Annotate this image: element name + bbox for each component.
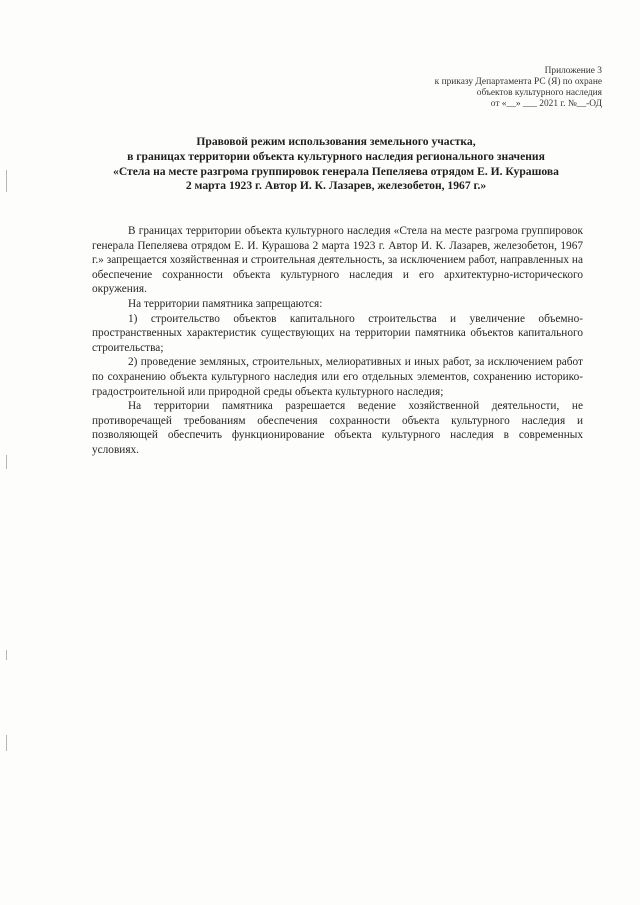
paragraph: В границах территории объекта культурного наследия «Стела на месте разгрома группировок генерала Пепеляева отрядом Е. И. Курашова 2 марта 1923 г. Автор И. К. Лазарев, железобетон, 1967 г.» запрещается хозяйственная и строительная деятельность, за исключением работ, направленных на обеспечение сохранности объекта культурного наследия и его архитектурно-исторического окружения. [92, 225, 583, 296]
title-line: «Стела на месте разгрома группировок генерала Пепеляева отрядом Е. И. Курашова [113, 164, 559, 178]
appendix-header [342, 66, 602, 110]
paragraph: 1) строительство объектов капитального строительства и увеличение объемно-пространственных характеристик существующих на территории памятника объектов капитального строительства; [92, 312, 583, 354]
paragraph: На территории памятника разрешается ведение хозяйственной деятельности, не противоречащей требованиям обеспечения сохранности объекта культурного наследия и позволяющей обеспечить функционирование объекта культурного наследия в современных условиях. [92, 400, 583, 456]
appendix-order-line: объектов культурного наследия [476, 88, 602, 98]
scan-edge-mark [6, 650, 7, 660]
scan-edge-mark [6, 735, 7, 751]
document-title [86, 135, 586, 194]
paragraph: На территории памятника запрещаются: [128, 297, 323, 310]
scan-edge-mark [6, 170, 7, 192]
title-line: 2 марта 1923 г. Автор И. К. Лазарев, железобетон, 1967 г.» [185, 179, 487, 193]
appendix-order-line: к приказу Департамента РС (Я) по охране [434, 77, 602, 87]
appendix-number: Приложение 3 [544, 66, 602, 76]
title-line: в границах территории объекта культурного наследия регионального значения [127, 149, 545, 163]
scan-edge-mark [6, 455, 7, 469]
document-body [92, 224, 583, 458]
title-line: Правовой режим использования земельного участка, [196, 135, 476, 148]
paragraph: 2) проведение земляных, строительных, мелиоративных и иных работ, за исключением работ по сохранению объекта культурного наследия или его отдельных элементов, сохранению историко-градостроительной или природной среды объекта культурного наследия; [92, 356, 583, 398]
appendix-order-date: от «__» ___ 2021 г. №__-ОД [490, 99, 602, 109]
